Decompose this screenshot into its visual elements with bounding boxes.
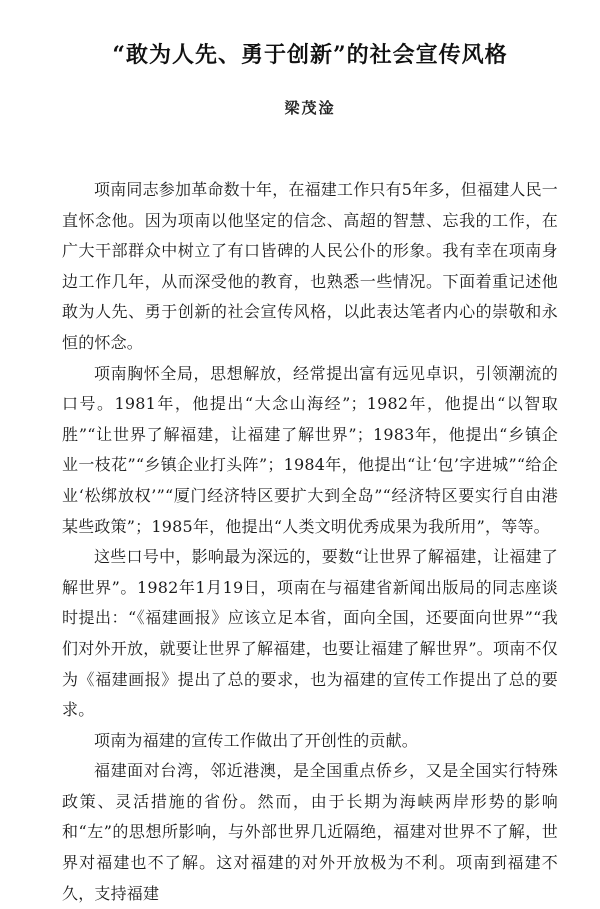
paragraph: 福建面对台湾，邻近港澳，是全国重点侨乡，又是全国实行特殊政策、灵活措施的省份。然而，由于长期为海峡两岸形势的影响和“左”的思想所影响，与外部世界几近隔绝，福建对世界不了解，世界对福建也不了解。这对福建的对外开放极为不利。项南到福建不久，支持福建 — [62, 761, 558, 903]
paragraph: 项南为福建的宣传工作做出了开创性的贡献。 — [94, 730, 419, 750]
paragraph: 项南胸怀全局，思想解放，经常提出富有远见卓识，引领潮流的口号。1981年，他提出“大念山海经”；1982年，他提出“以智取胜”“让世界了解福建，让福建了解世界”；1983年，他提出“乡镇企业一枝花”“乡镇企业打头阵”；1984年，他提出“让‘包’字进城”“给企业‘松绑放权’”“厦门经济特区要扩大到全岛”“经济特区要实行自由港某些政策”；1985年，他提出“人类文明优秀成果为我所用”，等等。 — [62, 363, 558, 536]
article-title: “敢为人先、勇于创新”的社会宣传风格 — [112, 42, 508, 68]
paragraph: 这些口号中，影响最为深远的，要数“让世界了解福建，让福建了解世界”。1982年1月19日，项南在与福建省新闻出版局的同志座谈时提出：“《福建画报》应该立足本省，面向全国，还要面向世界”“我们对外开放，就要让世界了解福建，也要让福建了解世界”。项南不仅为《福建画报》提出了总的要求，也为福建的宣传工作提出了总的要求。 — [62, 547, 558, 720]
article-body — [62, 175, 558, 909]
paragraph: 项南同志参加革命数十年，在福建工作只有5年多，但福建人民一直怀念他。因为项南以他坚定的信念、高超的智慧、忘我的工作，在广大干部群众中树立了有口皆碑的人民公仆的形象。我有幸在项南身边工作几年，从而深受他的教育，也熟悉一些情况。下面着重记述他敢为人先、勇于创新的社会宣传风格，以此表达笔者内心的崇敬和永恒的怀念。 — [62, 180, 558, 352]
article-author: 梁茂淦 — [284, 99, 336, 117]
